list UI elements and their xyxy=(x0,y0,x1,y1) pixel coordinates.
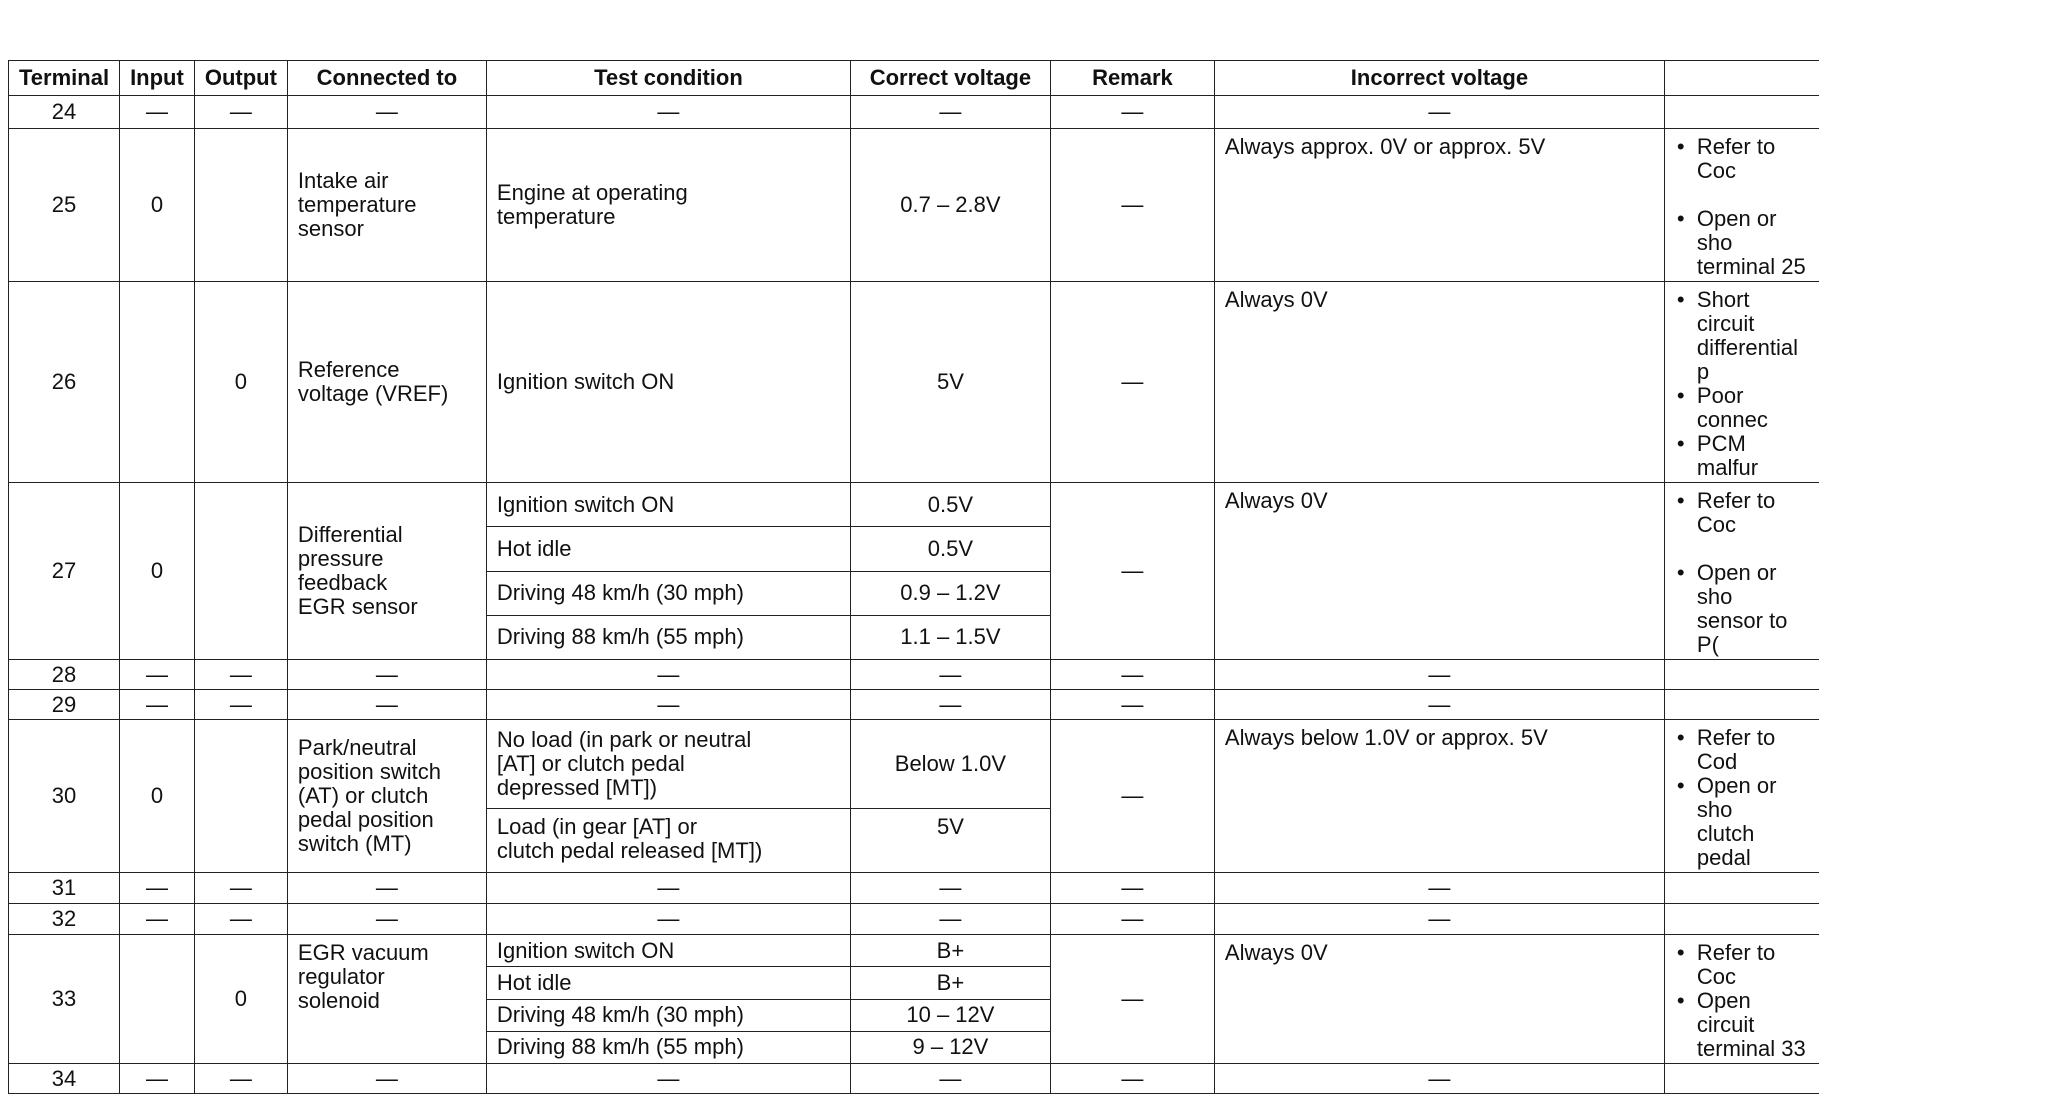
output-cell: — xyxy=(194,904,287,935)
test-cell: — xyxy=(486,904,850,935)
terminal-cell: 33 xyxy=(9,935,120,1064)
connected-cell: — xyxy=(287,1064,486,1094)
header-row xyxy=(9,61,1820,96)
output-cell: — xyxy=(194,1064,287,1094)
connected-cell: — xyxy=(287,96,486,129)
action-cell xyxy=(1664,96,1819,129)
terminal-cell: 25 xyxy=(9,129,120,282)
action-note: • Open circuit terminal 33 xyxy=(1697,989,1810,1061)
terminal-cell: 26 xyxy=(9,282,120,483)
table-row xyxy=(9,129,1820,282)
input-cell xyxy=(120,282,195,483)
test-cell: Ignition switch ON xyxy=(486,935,850,967)
output-cell: 0 xyxy=(194,935,287,1064)
terminal-cell: 28 xyxy=(9,660,120,690)
output-cell: — xyxy=(194,660,287,690)
header-remark: Remark xyxy=(1050,61,1214,96)
input-cell: — xyxy=(120,96,195,129)
header-test-condition: Test condition xyxy=(486,61,850,96)
connected-cell: Reference voltage (VREF) xyxy=(287,282,486,483)
output-cell: — xyxy=(194,873,287,904)
output-cell xyxy=(194,483,287,660)
input-cell: — xyxy=(120,660,195,690)
voltage-cell: — xyxy=(850,690,1050,720)
voltage-cell: 9 – 12V xyxy=(850,1031,1050,1063)
test-cell: Driving 88 km/h (55 mph) xyxy=(486,615,850,659)
test-cell: Hot idle xyxy=(486,967,850,999)
voltage-cell: — xyxy=(850,660,1050,690)
terminal-cell: 27 xyxy=(9,483,120,660)
terminal-cell: 29 xyxy=(9,690,120,720)
remark-cell: — xyxy=(1050,873,1214,904)
remark-cell: — xyxy=(1050,96,1214,129)
table-row xyxy=(9,690,1820,720)
table-row xyxy=(9,720,1820,809)
test-cell: Ignition switch ON xyxy=(486,282,850,483)
voltage-cell: 0.7 – 2.8V xyxy=(850,129,1050,282)
table-row xyxy=(9,282,1820,483)
test-cell: Driving 48 km/h (30 mph) xyxy=(486,999,850,1031)
remark-cell: — xyxy=(1050,720,1214,873)
table-row xyxy=(9,96,1820,129)
connected-cell: EGR vacuum regulator solenoid xyxy=(287,935,486,1064)
voltage-cell: 10 – 12V xyxy=(850,999,1050,1031)
header-terminal: Terminal xyxy=(9,61,120,96)
voltage-cell: — xyxy=(850,904,1050,935)
table-row xyxy=(9,904,1820,935)
incorrect-cell: Always below 1.0V or approx. 5V xyxy=(1214,720,1664,873)
input-cell: — xyxy=(120,873,195,904)
test-cell: — xyxy=(486,660,850,690)
incorrect-cell: — xyxy=(1214,660,1664,690)
action-cell xyxy=(1664,129,1819,282)
test-cell: Driving 88 km/h (55 mph) xyxy=(486,1031,850,1063)
header-input: Input xyxy=(120,61,195,96)
table-row xyxy=(9,873,1820,904)
input-cell: — xyxy=(120,690,195,720)
action-note: • Poor connec xyxy=(1697,384,1810,432)
incorrect-cell: — xyxy=(1214,96,1664,129)
action-note: • Refer to Cod xyxy=(1697,726,1810,774)
action-cell xyxy=(1664,690,1819,720)
action-note: • Refer to Coc xyxy=(1697,135,1810,183)
incorrect-cell: Always 0V xyxy=(1214,935,1664,1064)
incorrect-cell: — xyxy=(1214,690,1664,720)
table-row xyxy=(9,1064,1820,1094)
connected-cell: — xyxy=(287,873,486,904)
connected-cell: — xyxy=(287,690,486,720)
incorrect-cell: — xyxy=(1214,1064,1664,1094)
action-cell xyxy=(1664,720,1819,873)
voltage-cell: — xyxy=(850,873,1050,904)
voltage-cell: 0.9 – 1.2V xyxy=(850,571,1050,615)
voltage-cell: B+ xyxy=(850,935,1050,967)
test-cell: — xyxy=(486,873,850,904)
voltage-cell: — xyxy=(850,1064,1050,1094)
remark-cell: — xyxy=(1050,282,1214,483)
header-correct-voltage: Correct voltage xyxy=(850,61,1050,96)
action-cell xyxy=(1664,1064,1819,1094)
action-note: • Open or sho sensor to P( xyxy=(1697,561,1810,657)
test-cell: — xyxy=(486,96,850,129)
action-cell xyxy=(1664,904,1819,935)
action-note: • PCM malfur xyxy=(1697,432,1810,480)
output-cell: — xyxy=(194,690,287,720)
voltage-cell: — xyxy=(850,96,1050,129)
remark-cell: — xyxy=(1050,129,1214,282)
input-cell: 0 xyxy=(120,129,195,282)
test-cell: Driving 48 km/h (30 mph) xyxy=(486,571,850,615)
test-cell: Engine at operating temperature xyxy=(486,129,850,282)
table-row xyxy=(9,483,1820,527)
voltage-cell: Below 1.0V xyxy=(850,720,1050,809)
connected-cell: Differential pressure feedback EGR sensor xyxy=(287,483,486,660)
voltage-cell: 0.5V xyxy=(850,483,1050,527)
action-cell xyxy=(1664,873,1819,904)
remark-cell: — xyxy=(1050,690,1214,720)
connected-cell: — xyxy=(287,904,486,935)
test-cell: — xyxy=(486,690,850,720)
remark-cell: — xyxy=(1050,904,1214,935)
table-row xyxy=(9,660,1820,690)
test-cell: Hot idle xyxy=(486,527,850,571)
action-note: • Open or sho terminal 25 xyxy=(1697,207,1810,279)
action-note: • Refer to Coc xyxy=(1697,489,1810,537)
pcm-terminal-voltage-table xyxy=(8,60,1819,1094)
action-cell xyxy=(1664,483,1819,660)
connected-cell: — xyxy=(287,660,486,690)
terminal-cell: 24 xyxy=(9,96,120,129)
remark-cell: — xyxy=(1050,935,1214,1064)
action-cell xyxy=(1664,935,1819,1064)
remark-cell: — xyxy=(1050,483,1214,660)
terminal-cell: 30 xyxy=(9,720,120,873)
incorrect-cell: — xyxy=(1214,904,1664,935)
terminal-cell: 34 xyxy=(9,1064,120,1094)
incorrect-cell: Always 0V xyxy=(1214,483,1664,660)
input-cell: 0 xyxy=(120,720,195,873)
terminal-cell: 31 xyxy=(9,873,120,904)
output-cell: — xyxy=(194,96,287,129)
remark-cell: — xyxy=(1050,660,1214,690)
output-cell: 0 xyxy=(194,282,287,483)
action-cell xyxy=(1664,660,1819,690)
remark-cell: — xyxy=(1050,1064,1214,1094)
incorrect-cell: Always approx. 0V or approx. 5V xyxy=(1214,129,1664,282)
action-cell xyxy=(1664,282,1819,483)
input-cell: — xyxy=(120,904,195,935)
header-output: Output xyxy=(194,61,287,96)
terminal-cell: 32 xyxy=(9,904,120,935)
action-note: • Short circuit differential p xyxy=(1697,288,1810,384)
input-cell xyxy=(120,935,195,1064)
incorrect-cell: Always 0V xyxy=(1214,282,1664,483)
connected-cell: Park/neutral position switch (AT) or clutch pedal position switch (MT) xyxy=(287,720,486,873)
header-connected-to: Connected to xyxy=(287,61,486,96)
voltage-cell: B+ xyxy=(850,967,1050,999)
header-incorrect-voltage: Incorrect voltage xyxy=(1214,61,1664,96)
voltage-cell: 1.1 – 1.5V xyxy=(850,615,1050,659)
action-note: • Open or sho clutch pedal xyxy=(1697,774,1810,870)
test-cell: No load (in park or neutral [AT] or clutch pedal depressed [MT]) xyxy=(486,720,850,809)
incorrect-cell: — xyxy=(1214,873,1664,904)
test-cell: Load (in gear [AT] or clutch pedal released [MT]) xyxy=(486,808,850,872)
output-cell xyxy=(194,129,287,282)
action-note: • Refer to Coc xyxy=(1697,941,1810,989)
voltage-cell: 5V xyxy=(850,282,1050,483)
header-action xyxy=(1664,61,1819,96)
output-cell xyxy=(194,720,287,873)
voltage-cell: 0.5V xyxy=(850,527,1050,571)
table-row xyxy=(9,935,1820,967)
input-cell: — xyxy=(120,1064,195,1094)
voltage-cell: 5V xyxy=(850,808,1050,872)
connected-cell: Intake air temperature sensor xyxy=(287,129,486,282)
test-cell: Ignition switch ON xyxy=(486,483,850,527)
input-cell: 0 xyxy=(120,483,195,660)
test-cell: — xyxy=(486,1064,850,1094)
